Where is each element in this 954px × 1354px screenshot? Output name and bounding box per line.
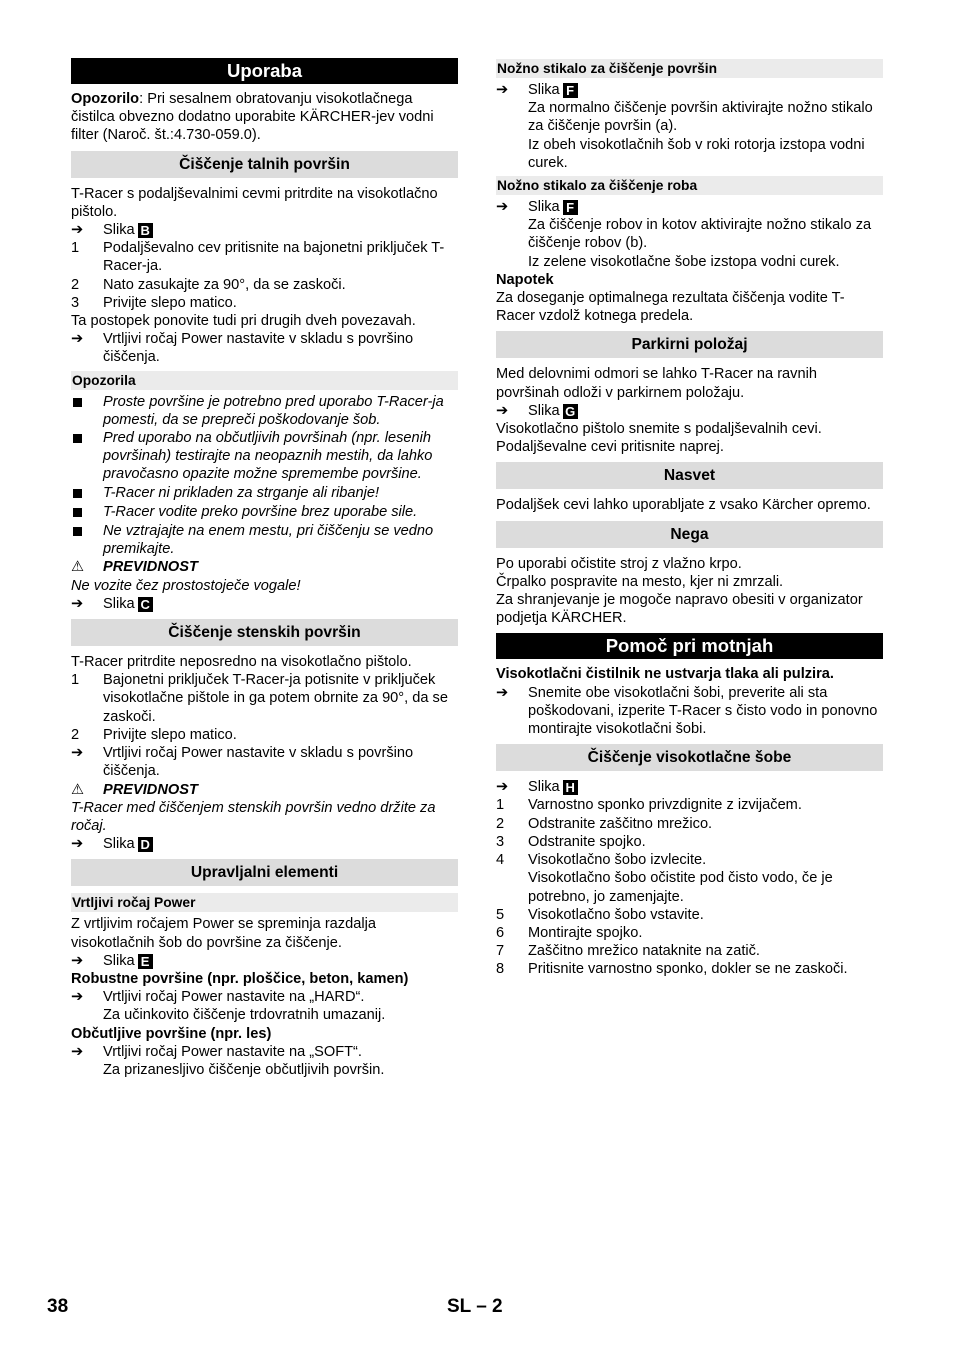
- step-text: Privijte slepo matico.: [103, 726, 237, 743]
- list-item: [496, 778, 883, 796]
- caution-label: PREVIDNOST: [103, 781, 198, 798]
- step-text: Za čiščenje robov in kotov aktivirajte nožno stikalo za čiščenje robov (b).: [528, 217, 872, 252]
- figure-badge: G: [563, 404, 578, 419]
- tla-intro: T-Racer s podaljševalnimi cevmi pritrdite na visokotlačno pištolo.: [71, 185, 438, 220]
- list-item: [496, 402, 883, 420]
- step-text: Snemite obe visokotlačni šobi, preverite ali sta poškodovani, izperite T-Racer s čisto vodo in ponovno montirajte visokotlačni šobi.: [528, 684, 878, 738]
- section-title-parkirni: Parkirni položaj: [496, 331, 883, 358]
- step-text: Montirajte spojko.: [528, 924, 643, 941]
- left-column: [71, 58, 458, 1079]
- list-item: [496, 99, 883, 135]
- uporaba-warning: [71, 90, 458, 145]
- arrow-icon: ➔: [71, 595, 84, 612]
- step-text: Privijte slepo matico.: [103, 294, 237, 311]
- list-item: [71, 276, 458, 294]
- list-item: [496, 815, 883, 833]
- section-title-stena: Čiščenje stenskih površin: [71, 619, 458, 646]
- stena-intro: T-Racer pritrdite neposredno na visokotlačno pištolo.: [71, 654, 412, 671]
- step-number: 3: [71, 294, 80, 311]
- list-item: [71, 429, 458, 484]
- robust-heading: Robustne površine (npr. ploščice, beton, kamen): [71, 970, 409, 987]
- bullet-text: Pred uporabo na občutljivih površinah (npr. lesenih površinah) testirajte na neopaznih mestih, da lahko pravočasno opazite možne spremembe površine.: [103, 430, 433, 483]
- step-number: 2: [71, 276, 80, 293]
- step-text: Visokotlačno šobo očistite pod čisto vodo, če je potrebno, jo zamenjajte.: [528, 870, 833, 905]
- figure-ref: Slika: [103, 595, 135, 612]
- arrow-icon: ➔: [71, 952, 84, 969]
- figure-badge: H: [563, 780, 578, 795]
- arrow-icon: ➔: [496, 779, 509, 796]
- list-item: [496, 198, 883, 216]
- step-text: Pritisnite varnostno sponko, dokler se ne zaskoči.: [528, 961, 848, 978]
- list-item: [496, 81, 883, 99]
- figure-ref: Slika: [103, 952, 135, 969]
- figure-ref: Slika: [528, 779, 560, 796]
- list-item: [71, 294, 458, 312]
- step-text: Podaljševalno cev pritisnite na bajonetni priključek T-Racer-ja.: [103, 240, 445, 275]
- list-item: [71, 671, 458, 726]
- step-text: Visokotlačno šobo vstavite.: [528, 906, 704, 923]
- step-number: 3: [496, 833, 505, 850]
- section-title-uporaba: Uporaba: [71, 58, 458, 84]
- section-title-nasvet: Nasvet: [496, 462, 883, 489]
- nasvet-text: Podaljšek cevi lahko uporabljate z vsako Kärcher opremo.: [496, 497, 871, 514]
- step-number: 1: [71, 240, 80, 257]
- pomoc-subheading: Visokotlačni čistilnik ne ustvarja tlaka ali pulzira.: [496, 666, 834, 683]
- figure-badge: F: [563, 200, 578, 215]
- list-item: [496, 942, 883, 960]
- list-item: [71, 835, 458, 853]
- step-text: Zaščitno mrežico nataknite na zatič.: [528, 943, 760, 960]
- right-column: [496, 58, 883, 979]
- list-item: [71, 952, 458, 970]
- figure-ref: Slika: [103, 222, 135, 239]
- nega-text: Po uporabi očistite stroj z vlažno krpo.: [496, 555, 742, 572]
- step-text: Za učinkovito čiščenje trdovratnih umazanij.: [103, 1007, 386, 1024]
- park-text: Visokotlačno pištolo snemite s podaljševalnih cevi.: [496, 421, 822, 438]
- list-item: [496, 924, 883, 942]
- caution-heading: [71, 781, 458, 799]
- language-page-label: SL – 2: [447, 1296, 503, 1317]
- step-number: 5: [496, 906, 505, 923]
- tla-repeat: Ta postopek ponovite tudi pri drugih dveh povezavah.: [71, 313, 416, 330]
- subsection-title-power: Vrtljivi ročaj Power: [71, 893, 458, 912]
- list-item: [71, 484, 458, 503]
- step-text: Bajonetni priključek T-Racer-ja potisnite v priključek visokotlačne pištole in ga potem obrnite za 90°, da se zaskoči.: [103, 672, 448, 725]
- section-title-nega: Nega: [496, 521, 883, 548]
- step-text: Vrtljivi ročaj Power nastavite na „HARD“.: [103, 989, 365, 1006]
- list-item: [496, 684, 883, 739]
- list-item: [496, 869, 883, 905]
- bullet-text: T-Racer vodite preko površine brez uporabe sile.: [103, 503, 418, 520]
- caution-heading: [71, 558, 458, 576]
- arrow-icon: ➔: [71, 836, 84, 853]
- section-title-pomoc: Pomoč pri motnjah: [496, 633, 883, 659]
- list-item: [71, 988, 458, 1006]
- list-item: [496, 851, 883, 869]
- step-number: 8: [496, 961, 505, 978]
- arrow-icon: ➔: [496, 684, 509, 701]
- section-title-upravljalni: Upravljalni elementi: [71, 859, 458, 886]
- figure-ref: Slika: [103, 836, 135, 853]
- page-number: 38: [47, 1296, 69, 1317]
- arrow-icon: ➔: [496, 82, 509, 98]
- bullet-text: Proste površine je potrebno pred uporabo T-Racer-ja pomesti, da se prepreči poškodovanje šob.: [103, 393, 444, 428]
- list-item: [71, 522, 458, 558]
- step-text: Za normalno čiščenje površin aktivirajte nožno stikalo za čiščenje površin (a).: [528, 100, 873, 135]
- step-number: 1: [71, 672, 80, 689]
- step-text: Odstranite zaščitno mrežico.: [528, 815, 713, 832]
- caution-text: Ne vozite čez prostostoječe vogale!: [71, 577, 301, 594]
- park-intro: Med delovnimi odmori se lahko T-Racer na ravnih površinah odloži v parkirnem položaju.: [496, 366, 817, 401]
- napotek-text: Za doseganje optimalnega rezultata čiščenja vodite T-Racer vzdolž kotnega predela.: [496, 290, 845, 325]
- arrow-icon: ➔: [496, 402, 509, 419]
- nega-text: Črpalko pospravite na mesto, kjer ni zmrzali.: [496, 573, 784, 590]
- step-number: 6: [496, 924, 505, 941]
- step-text: Visokotlačno šobo izvlecite.: [528, 852, 707, 869]
- list-item: [71, 1043, 458, 1061]
- list-item: [496, 253, 883, 271]
- figure-ref: Slika: [528, 82, 560, 98]
- bullet-square-icon: [73, 527, 82, 536]
- figure-badge: E: [138, 954, 153, 969]
- list-item: [496, 833, 883, 851]
- power-intro: Z vrtljivim ročajem Power se spreminja razdalja visokotlačnih šob do površine za čiščenje.: [71, 916, 376, 951]
- section-title-opozorila: Opozorila: [71, 371, 458, 390]
- bullet-square-icon: [73, 398, 82, 407]
- nega-text: Za shranjevanje je mogoče napravo obesiti v organizator podjetja KÄRCHER.: [496, 592, 863, 627]
- step-text: Za prizanesljivo čiščenje občutljivih površin.: [103, 1061, 385, 1078]
- bullet-square-icon: [73, 434, 82, 443]
- step-number: 2: [71, 726, 80, 743]
- list-item: [496, 960, 883, 978]
- list-item: [71, 1061, 458, 1079]
- list-item: [496, 906, 883, 924]
- figure-ref: Slika: [528, 199, 560, 216]
- list-item: [496, 136, 883, 172]
- list-item: [496, 796, 883, 814]
- warning-text: : Pri sesalnem obratovanju visokotlačnega čistilca obvezno dodatno uporabite KÄRCHER-jev vodni filter (Naroč. št.:4.730-059.0).: [71, 91, 434, 144]
- caution-label: PREVIDNOST: [103, 559, 198, 576]
- step-number: 1: [496, 797, 505, 814]
- list-item: [71, 726, 458, 744]
- step-text: Vrtljivi ročaj Power nastavite v skladu s površino čiščenja.: [103, 331, 414, 366]
- bullet-square-icon: [73, 489, 82, 498]
- step-text: Vrtljivi ročaj Power nastavite na „SOFT“.: [103, 1043, 362, 1060]
- figure-badge: D: [138, 837, 153, 852]
- list-item: [71, 744, 458, 780]
- step-text: Odstranite spojko.: [528, 833, 646, 850]
- step-number: 4: [496, 852, 505, 869]
- step-text: Iz zelene visokotlačne šobe izstopa vodni curek.: [528, 253, 840, 270]
- section-title-nozno-povrsin: Nožno stikalo za čiščenje površin: [496, 59, 883, 78]
- park-text: Podaljševalne cevi pritisnite naprej.: [496, 439, 724, 456]
- list-item: [71, 595, 458, 613]
- warning-triangle-icon: ⚠: [71, 559, 85, 576]
- arrow-icon: ➔: [71, 745, 84, 762]
- bullet-text: Ne vztrajajte na enem mestu, pri čiščenju se vedno premikajte.: [103, 523, 434, 558]
- step-number: 7: [496, 943, 505, 960]
- bullet-text: T-Racer ni prikladen za strganje ali ribanje!: [103, 484, 380, 501]
- section-title-tla: Čiščenje talnih površin: [71, 151, 458, 178]
- warning-label: Opozorilo: [71, 91, 140, 107]
- figure-badge: F: [563, 83, 578, 98]
- arrow-icon: ➔: [71, 331, 84, 348]
- list-item: [496, 216, 883, 252]
- warning-triangle-icon: ⚠: [71, 781, 85, 798]
- section-title-nozno-roba: Nožno stikalo za čiščenje roba: [496, 176, 883, 195]
- obcutljive-heading: Občutljive površine (npr. les): [71, 1025, 272, 1042]
- list-item: [71, 503, 458, 522]
- figure-badge: B: [138, 223, 153, 238]
- step-text: Nato zasukajte za 90°, da se zaskoči.: [103, 276, 346, 293]
- list-item: [71, 221, 458, 239]
- list-item: [71, 239, 458, 275]
- figure-ref: Slika: [528, 402, 560, 419]
- list-item: [71, 393, 458, 429]
- step-text: Varnostno sponko privzdignite z izvijačem.: [528, 797, 802, 814]
- arrow-icon: ➔: [71, 222, 84, 239]
- napotek-heading: Napotek: [496, 271, 554, 288]
- step-text: Iz obeh visokotlačnih šob v roki rotorja izstopa vodni curek.: [528, 136, 865, 171]
- arrow-icon: ➔: [496, 199, 509, 216]
- bullet-square-icon: [73, 508, 82, 517]
- caution-text: T-Racer med čiščenjem stenskih površin vedno držite za ročaj.: [71, 799, 436, 834]
- section-title-ciscenje-sobe: Čiščenje visokotlačne šobe: [496, 744, 883, 771]
- list-item: [71, 330, 458, 366]
- arrow-icon: ➔: [71, 989, 84, 1006]
- step-text: Vrtljivi ročaj Power nastavite v skladu s površino čiščenja.: [103, 745, 414, 780]
- step-number: 2: [496, 815, 505, 832]
- figure-badge: C: [138, 597, 153, 612]
- arrow-icon: ➔: [71, 1043, 84, 1060]
- list-item: [71, 1006, 458, 1024]
